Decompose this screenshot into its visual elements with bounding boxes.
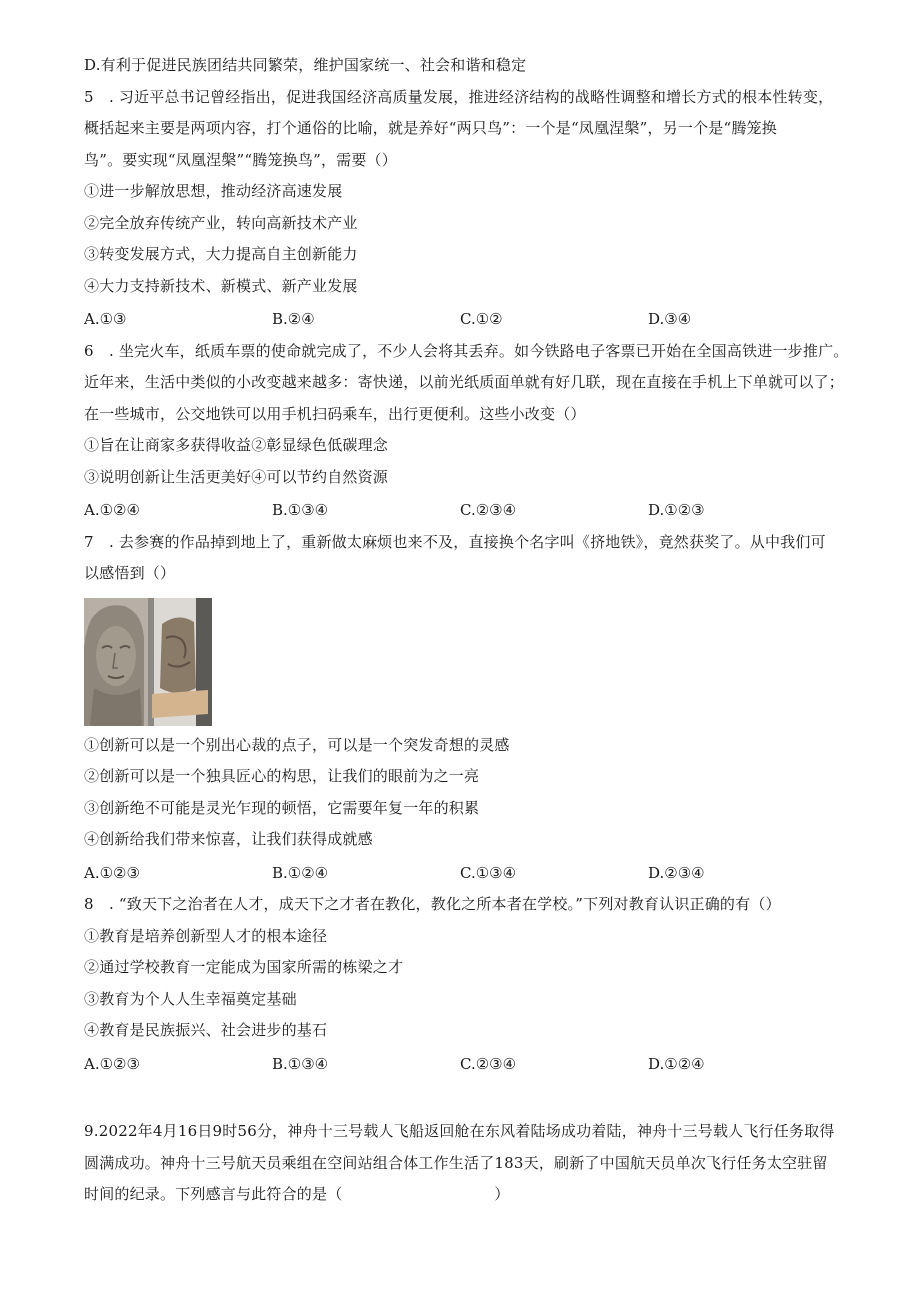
q6-stem-line-2: 近年来，生活中类似的小改变越来越多：寄快递，以前光纸质面单就有好几联，现在直接在手机上下单就可以了； xyxy=(84,373,845,391)
q5-stem-line-1: 5 . 习近平总书记曾经指出，促进我国经济高质量发展，推进经济结构的战略性调整和增长方式的根本性转变， xyxy=(84,87,834,106)
q9-stem-line-2: 圆满成功。神舟十三号航天员乘组在空间站组合体工作生活了183天，刷新了中国航天员单次飞行任务太空驻留 xyxy=(84,1153,828,1172)
q7-item-2: ②创新可以是一个独具匠心的构思，让我们的眼前为之一亮 xyxy=(84,767,480,785)
sculpture-photo-original xyxy=(84,598,148,726)
q7-option-a[interactable]: A.①②③ xyxy=(84,863,140,882)
q6-option-c[interactable]: C.②③④ xyxy=(460,501,517,519)
q8-option-c[interactable]: C.②③④ xyxy=(460,1054,517,1073)
q6-item-2: ③说明创新让生活更美好④可以节约自然资源 xyxy=(84,467,389,486)
question-7 xyxy=(84,527,844,890)
q7-stem-line-2: 以感悟到（） xyxy=(84,564,176,582)
q8-options xyxy=(84,1049,844,1081)
q5-options xyxy=(84,304,844,336)
question-page xyxy=(84,50,849,1080)
q6-options xyxy=(84,495,844,527)
q7-item-3: ③创新绝不可能是灵光乍现的顿悟，它需要年复一年的积累 xyxy=(84,798,480,817)
sculpture-photo-squashed xyxy=(148,598,212,726)
q5-stem-line-3: 鸟”。要实现“凤凰涅槃”“腾笼换鸟”，需要（） xyxy=(84,150,397,169)
q5-option-c[interactable]: C.①② xyxy=(460,310,503,328)
q9-stem-line-1: 9.2022年4月16日9时56分，神舟十三号载人飞船返回舱在东风着陆场成功着陆，神舟十三号载人飞行任务取得 xyxy=(84,1122,835,1140)
question-6 xyxy=(84,336,849,527)
q4-option-d: D.有利于促进民族团结共同繁荣，维护国家统一、社会和谐和稳定 xyxy=(84,56,527,74)
q6-option-a[interactable]: A.①②④ xyxy=(84,501,140,519)
q5-item-3: ③转变发展方式，大力提高自主创新能力 xyxy=(84,245,358,263)
q8-item-1: ①教育是培养创新型人才的根本途径 xyxy=(84,926,328,945)
q8-option-b[interactable]: B.①③④ xyxy=(272,1054,329,1073)
q6-stem-line-3: 在一些城市，公交地铁可以用手机扫码乘车，出行更便利。这些小改变（） xyxy=(84,404,586,423)
q7-option-c[interactable]: C.①③④ xyxy=(460,863,517,882)
q5-item-2: ②完全放弃传统产业，转向高新技术产业 xyxy=(84,213,358,232)
q7-sculpture-photos xyxy=(84,598,212,726)
q8-option-a[interactable]: A.①②③ xyxy=(84,1054,140,1073)
q8-item-4: ④教育是民族振兴、社会进步的基石 xyxy=(84,1021,328,1039)
q8-item-2: ②通过学校教育一定能成为国家所需的栋梁之才 xyxy=(84,958,404,976)
q6-option-d[interactable]: D.①②③ xyxy=(648,501,705,519)
q7-options xyxy=(84,858,844,890)
q8-option-d[interactable]: D.①②④ xyxy=(648,1054,705,1073)
q5-item-4: ④大力支持新技术、新模式、新产业发展 xyxy=(84,276,358,295)
q7-item-4: ④创新给我们带来惊喜，让我们获得成就感 xyxy=(84,830,373,848)
q9-stem-line-3: 时间的纪录。下列感言与此符合的是（ ） xyxy=(84,1185,510,1203)
q7-option-d[interactable]: D.②③④ xyxy=(648,863,705,882)
q7-item-1: ①创新可以是一个别出心裁的点子，可以是一个突发奇想的灵感 xyxy=(84,735,510,754)
q8-item-3: ③教育为个人人生幸福奠定基础 xyxy=(84,989,297,1008)
clay-face-icon xyxy=(84,598,148,726)
q7-stem-line-1: 7 . 去参赛的作品掉到地上了，重新做太麻烦也来不及，直接换个名字叫《挤地铁》，竟然获奖了。从中我们可 xyxy=(84,532,826,551)
squashed-clay-icon xyxy=(148,598,212,726)
q6-option-b[interactable]: B.①③④ xyxy=(272,501,329,519)
q6-item-1: ①旨在让商家多获得收益②彰显绿色低碳理念 xyxy=(84,436,389,454)
question-5 xyxy=(84,82,844,336)
q5-item-1: ①进一步解放思想，推动经济高速发展 xyxy=(84,182,343,200)
q6-stem-line-1: 6 . 坐完火车，纸质车票的使命就完成了，不少人会将其丢弃。如今铁路电子客票已开始在全国高铁进一步推广。 xyxy=(84,341,849,360)
question-8 xyxy=(84,889,844,1080)
q5-option-a[interactable]: A.①③ xyxy=(84,310,127,328)
q5-option-b[interactable]: B.②④ xyxy=(272,310,315,328)
q7-option-b[interactable]: B.①②④ xyxy=(272,863,329,882)
q5-stem-line-2: 概括起来主要是两项内容，打个通俗的比喻，就是养好“两只鸟”：一个是“凤凰涅槃”，另一个是“腾笼换 xyxy=(84,119,777,137)
q8-stem-line-1: 8 . “致天下之治者在人才，成天下之才者在教化，教化之所本者在学校。”下列对教育认识正确的有（） xyxy=(84,895,781,913)
q5-option-d[interactable]: D.③④ xyxy=(648,310,692,328)
question-9 xyxy=(84,1116,844,1211)
